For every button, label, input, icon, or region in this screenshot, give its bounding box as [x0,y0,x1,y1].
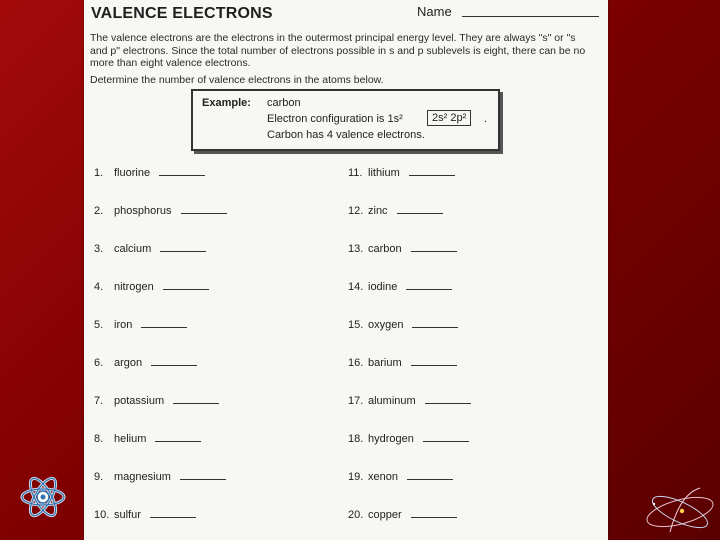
answer-blank[interactable] [155,441,201,442]
question-number: 16. [348,357,364,369]
question-number: 19. [348,471,364,483]
answer-blank[interactable] [412,327,458,328]
question-number: 5. [94,319,104,331]
question-item [94,167,205,179]
question-item [348,471,453,483]
question-number: 13. [348,243,364,255]
element-name: argon [114,357,143,369]
element-name: helium [114,433,147,445]
element-name: xenon [368,471,398,483]
question-item [348,433,469,445]
page-title: VALENCE ELECTRONS [91,5,273,22]
element-name: carbon [368,243,402,255]
atom-icon [18,471,68,523]
example-config-prefix: Electron configuration is 1s² [267,113,403,125]
question-item [94,205,227,217]
intro-text [90,32,595,86]
example-box [191,89,500,151]
answer-blank[interactable] [409,175,455,176]
question-item [348,357,457,369]
answer-blank[interactable] [160,251,206,252]
question-item [94,243,206,255]
name-label: Name [417,4,452,19]
question-item [348,319,458,331]
element-name: sulfur [114,509,141,521]
answer-blank[interactable] [411,251,457,252]
instruction-text: Determine the number of valence electrons in the atoms below. [90,73,384,86]
worksheet-page [84,0,608,540]
answer-blank[interactable] [411,365,457,366]
element-name: barium [368,357,402,369]
question-number: 2. [94,205,104,217]
question-number: 7. [94,395,104,407]
example-config-suffix: . [484,113,488,125]
answer-blank[interactable] [180,479,226,480]
element-name: iodine [368,281,398,293]
question-item [94,319,187,331]
answer-blank[interactable] [397,213,443,214]
question-item [94,395,219,407]
question-number: 11. [348,167,363,179]
question-number: 14. [348,281,364,293]
answer-blank[interactable] [173,403,219,404]
answer-blank[interactable] [181,213,227,214]
question-item [348,205,443,217]
answer-blank[interactable] [411,517,457,518]
orbit-swirl-icon [640,484,718,538]
answer-blank[interactable] [406,289,452,290]
element-name: copper [368,509,402,521]
example-element: carbon [267,97,301,109]
element-name: fluorine [114,167,151,179]
question-number: 18. [348,433,364,445]
example-label: Example: [202,97,251,109]
example-config-boxed: 2s² 2p² [427,110,471,126]
question-item [94,509,196,521]
element-name: magnesium [114,471,171,483]
answer-blank[interactable] [407,479,453,480]
question-item [94,281,209,293]
question-number: 9. [94,471,104,483]
question-item [94,357,197,369]
question-number: 1. [94,167,104,179]
element-name: potassium [114,395,165,407]
answer-blank[interactable] [150,517,196,518]
element-name: hydrogen [368,433,414,445]
question-number: 17. [348,395,364,407]
answer-blank[interactable] [425,403,471,404]
element-name: nitrogen [114,281,154,293]
question-item [348,281,452,293]
element-name: phosphorus [114,205,172,217]
question-number: 8. [94,433,104,445]
question-item [348,509,457,521]
question-item [348,395,471,407]
intro-paragraph: The valence electrons are the electrons in the outermost principal energy level. They are always "s" or "s and p" electrons. Since the total number of electrons possible in s and p sublevels is eight, there can be no more than eight valence electrons. [90,32,586,69]
element-name: lithium [368,167,400,179]
question-number: 4. [94,281,104,293]
question-item [94,471,226,483]
question-number: 10. [94,509,110,521]
element-name: oxygen [368,319,404,331]
answer-blank[interactable] [423,441,469,442]
question-item [348,167,455,179]
example-result: Carbon has 4 valence electrons. [267,129,425,141]
question-item [94,433,201,445]
question-number: 20. [348,509,364,521]
element-name: aluminum [368,395,416,407]
answer-blank[interactable] [159,175,205,176]
question-number: 12. [348,205,364,217]
element-name: iron [114,319,133,331]
question-number: 6. [94,357,104,369]
name-blank [462,16,599,17]
answer-blank[interactable] [163,289,209,290]
element-name: calcium [114,243,152,255]
answer-blank[interactable] [141,327,187,328]
question-number: 3. [94,243,104,255]
question-number: 15. [348,319,364,331]
answer-blank[interactable] [151,365,197,366]
element-name: zinc [368,205,388,217]
question-item [348,243,457,255]
